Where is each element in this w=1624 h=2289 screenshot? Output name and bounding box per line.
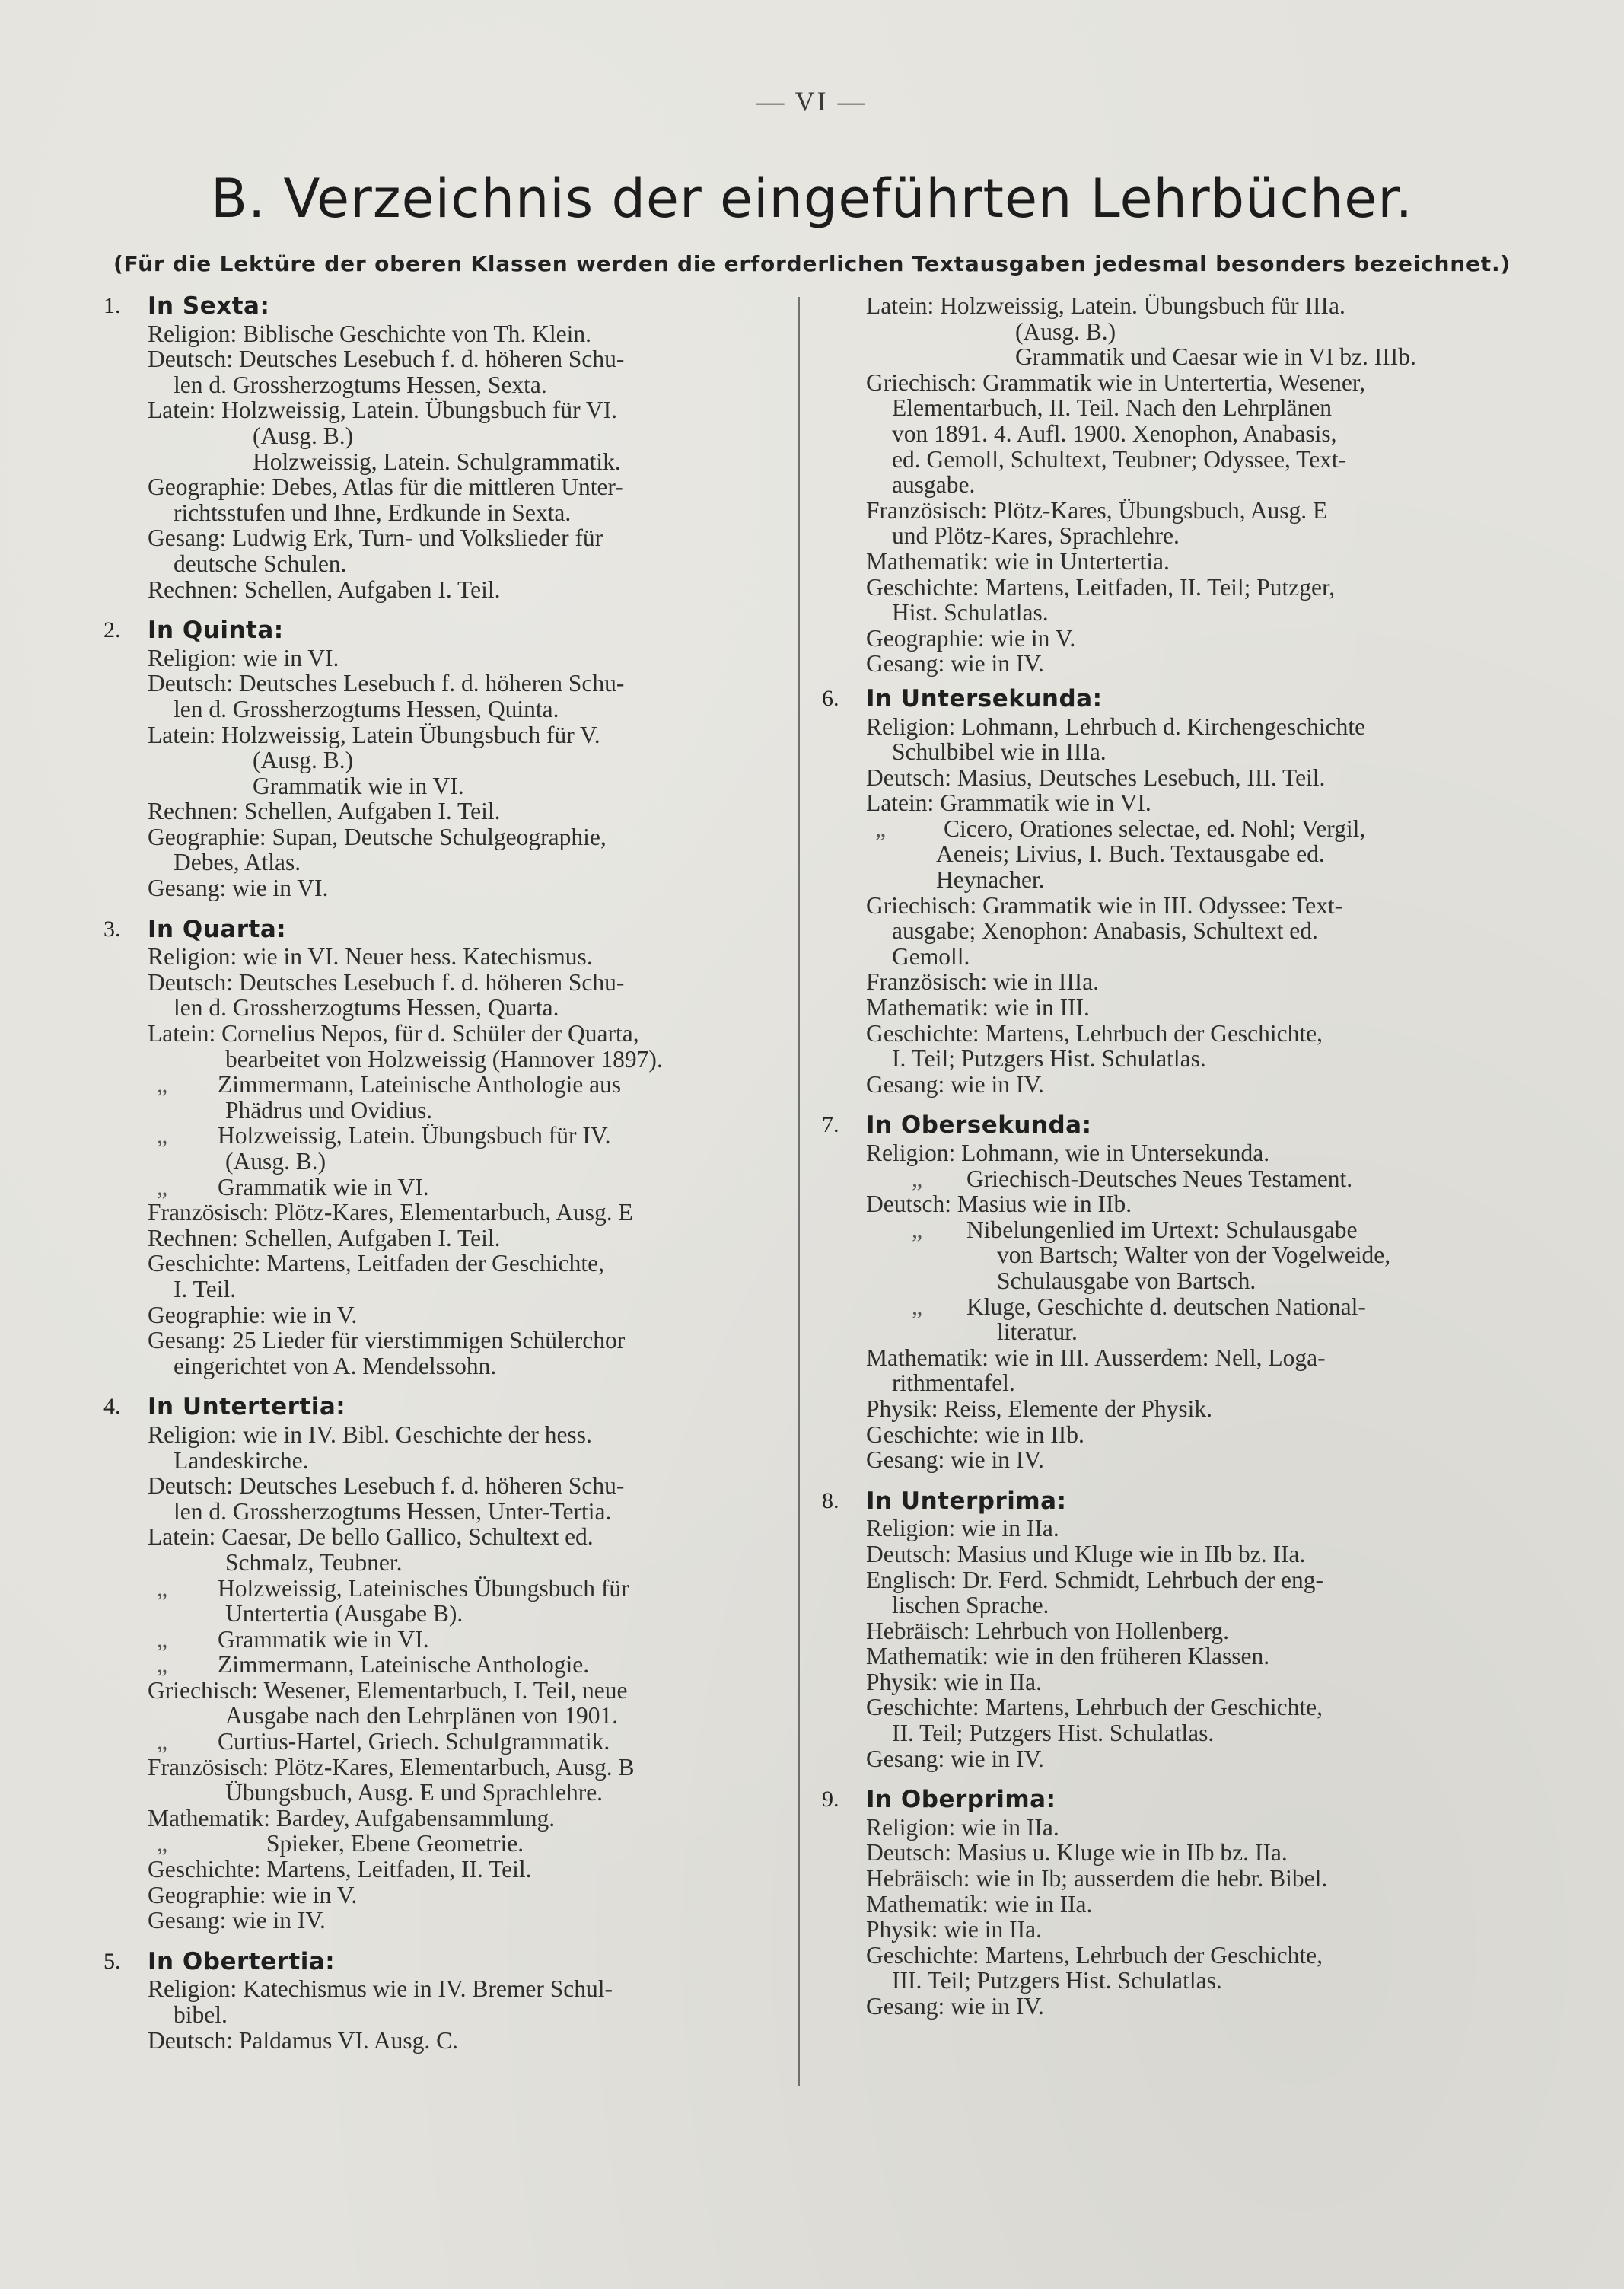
text-line: Geschichte: Martens, Lehrbuch der Geschichte,: [866, 1941, 1323, 1969]
text-line: len d. Grossherzogtums Hessen, Unter-Tertia.: [174, 1497, 612, 1525]
ditto-mark: „: [912, 1216, 922, 1243]
text-line: Deutsch: Deutsches Lesebuch f. d. höheren Schu-: [148, 346, 625, 373]
text-line: von 1891. 4. Aufl. 1900. Xenophon, Anabasis,: [892, 419, 1337, 447]
text-line: Hebräisch: wie in Ib; ausserdem die hebr. Bibel.: [866, 1865, 1328, 1892]
text-line: Geographie: Supan, Deutsche Schulgeographie,: [148, 823, 607, 850]
text-line: Mathematik: wie in III. Ausserdem: Nell, Loga-: [866, 1344, 1326, 1371]
text-line: Geographie: wie in V.: [148, 1881, 358, 1908]
text-line: Latein: Holzweissig, Latein. Übungsbuch für IIIa.: [866, 292, 1345, 319]
text-line: Englisch: Dr. Ferd. Schmidt, Lehrbuch der eng-: [866, 1566, 1323, 1593]
text-line: Holzweissig, Latein. Schulgrammatik.: [253, 448, 621, 475]
section-heading: [822, 1488, 1501, 1515]
text-line: Landeskirche.: [174, 1446, 309, 1474]
text-line: Heynacher.: [936, 866, 1045, 894]
text-line: Religion: wie in IIa.: [866, 1813, 1059, 1841]
section-number: 6.: [822, 685, 839, 711]
text-line: Debes, Atlas.: [174, 849, 301, 876]
text-line: Geographie: Debes, Atlas für die mittleren Unter-: [148, 473, 623, 501]
text-line: Religion: Katechismus wie in IV. Bremer Schul-: [148, 1975, 613, 2003]
ditto-mark: „: [157, 1071, 167, 1098]
text-line: Gesang: wie in IV.: [866, 1446, 1044, 1474]
text-line: Mathematik: wie in den früheren Klassen.: [866, 1643, 1270, 1670]
page-number: — VI —: [756, 86, 868, 116]
text-line: Latein: Cornelius Nepos, für d. Schüler der Quarta,: [148, 1020, 639, 1047]
text-line: Hebräisch: Lehrbuch von Hollenberg.: [866, 1617, 1230, 1644]
text-line: Zimmermann, Lateinische Anthologie.: [218, 1651, 590, 1678]
text-line: Gesang: wie in IV.: [866, 1070, 1044, 1098]
section-number: 8.: [822, 1487, 839, 1513]
text-line: ed. Gemoll, Schultext, Teubner; Odyssee, Text-: [892, 445, 1347, 473]
text-line: Nibelungenlied im Urtext: Schulausgabe: [966, 1216, 1358, 1243]
text-line: Spieker, Ebene Geometrie.: [266, 1830, 524, 1857]
section-number: 7.: [822, 1112, 839, 1138]
text-line: Griechisch: Grammatik wie in Untertertia, Wesener,: [866, 368, 1366, 396]
text-line: Griechisch-Deutsches Neues Testament.: [966, 1165, 1353, 1192]
text-line: Rechnen: Schellen, Aufgaben I. Teil.: [148, 575, 501, 603]
text-line: bibel.: [174, 2001, 228, 2028]
text-line: lischen Sprache.: [892, 1592, 1049, 1619]
section-title: In Obersekunda:: [866, 1111, 1092, 1140]
text-line: Deutsch: Deutsches Lesebuch f. d. höheren Schu-: [148, 1472, 625, 1500]
text-line: Religion: Lohmann, Lehrbuch d. Kirchengeschichte: [866, 713, 1366, 740]
text-line: Geschichte: Martens, Lehrbuch der Geschichte,: [866, 1019, 1323, 1047]
section-heading: [103, 617, 782, 644]
text-line: Religion: Biblische Geschichte von Th. Klein.: [148, 320, 591, 347]
text-line: Geographie: wie in V.: [866, 624, 1076, 652]
text-line: Grammatik und Caesar wie in VI bz. IIIb.: [1015, 343, 1416, 371]
text-line: Gesang: wie in IV.: [866, 1745, 1044, 1772]
section-title: In Untersekunda:: [866, 684, 1103, 713]
text-line: Geschichte: Martens, Leitfaden, II. Teil.: [148, 1856, 532, 1883]
text-line: Französisch: Plötz-Kares, Elementarbuch, Ausg. E: [148, 1199, 633, 1226]
text-line: Mathematik: wie in Untertertia.: [866, 547, 1170, 575]
text-line: Latein: Holzweissig, Latein. Übungsbuch für VI.: [148, 397, 618, 424]
section-obertertia: [103, 1949, 782, 2053]
text-line: literatur.: [997, 1318, 1078, 1346]
section-title: In Sexta:: [148, 292, 270, 320]
text-line: ausgabe; Xenophon: Anabasis, Schultext ed.: [892, 917, 1318, 945]
section-number: 4.: [103, 1394, 121, 1420]
text-line: I. Teil.: [174, 1275, 237, 1302]
section-untersekunda: [822, 686, 1501, 1098]
ditto-mark: „: [157, 1574, 167, 1602]
text-line: Mathematik: wie in III.: [866, 994, 1090, 1022]
text-line: eingerichtet von A. Mendelssohn.: [174, 1352, 497, 1379]
text-line: rithmentafel.: [892, 1369, 1015, 1397]
text-line: II. Teil; Putzgers Hist. Schulatlas.: [892, 1720, 1215, 1747]
text-line: ausgabe.: [892, 471, 976, 499]
text-line: Geschichte: Martens, Leitfaden der Geschichte,: [148, 1250, 604, 1277]
text-line: Gesang: wie in VI.: [148, 875, 329, 902]
section-unterprima: [822, 1488, 1501, 1772]
text-line: Gesang: wie in IV.: [866, 1993, 1044, 2020]
text-line: Französisch: wie in IIIa.: [866, 968, 1100, 996]
text-line: Geographie: wie in V.: [148, 1301, 358, 1328]
text-line: bearbeitet von Holzweissig (Hannover 1897).: [225, 1045, 663, 1073]
text-line: Deutsch: Masius u. Kluge wie in IIb bz. IIa.: [866, 1839, 1288, 1867]
section-quarta: [103, 917, 782, 1379]
text-line: Deutsch: Deutsches Lesebuch f. d. höheren Schu-: [148, 968, 625, 996]
ditto-mark: „: [157, 1625, 167, 1653]
text-line: Schulausgabe von Bartsch.: [997, 1267, 1256, 1294]
text-line: Religion: wie in IIa.: [866, 1515, 1059, 1542]
text-line: Holzweissig, Latein. Übungsbuch für IV.: [218, 1122, 611, 1149]
ditto-mark: „: [912, 1165, 922, 1192]
text-line: I. Teil; Putzgers Hist. Schulatlas.: [892, 1045, 1206, 1073]
text-line: Französisch: Plötz-Kares, Elementarbuch, Ausg. B: [148, 1753, 635, 1781]
text-line: von Bartsch; Walter von der Vogelweide,: [997, 1242, 1391, 1269]
text-line: Religion: Lohmann, wie in Untersekunda.: [866, 1140, 1270, 1166]
text-line: Gemoll.: [892, 942, 970, 970]
text-line: Deutsch: Masius und Kluge wie in IIb bz. IIa.: [866, 1540, 1306, 1567]
text-line: Cicero, Orationes selectae, ed. Nohl; Vergil,: [944, 815, 1366, 842]
text-line: Rechnen: Schellen, Aufgaben I. Teil.: [148, 798, 501, 825]
text-line: Schmalz, Teubner.: [225, 1548, 403, 1576]
text-line: Französisch: Plötz-Kares, Übungsbuch, Ausg. E: [866, 496, 1328, 524]
section-heading: [103, 1949, 782, 1975]
text-line: Untertertia (Ausgabe B).: [225, 1600, 463, 1627]
text-line: Physik: wie in IIa.: [866, 1668, 1042, 1695]
text-line: (Ausg. B.): [253, 422, 354, 449]
text-line: Gesang: 25 Lieder für vierstimmigen Schülerchor: [148, 1327, 626, 1354]
text-line: Phädrus und Ovidius.: [225, 1096, 433, 1124]
text-line: Grammatik wie in VI.: [218, 1625, 429, 1653]
section-number: 5.: [103, 1948, 121, 1974]
section-obersekunda: [822, 1112, 1501, 1472]
text-line: Deutsch: Masius, Deutsches Lesebuch, III. Teil.: [866, 764, 1326, 791]
text-line: III. Teil; Putzgers Hist. Schulatlas.: [892, 1967, 1222, 1994]
page-title: B. Verzeichnis der eingeführten Lehrbücher.: [211, 167, 1413, 230]
text-line: (Ausg. B.): [1015, 317, 1116, 345]
text-line: Zimmermann, Lateinische Anthologie aus: [218, 1071, 622, 1098]
text-line: Holzweissig, Lateinisches Übungsbuch für: [218, 1574, 629, 1602]
ditto-mark: „: [157, 1651, 167, 1678]
section-number: 1.: [103, 293, 121, 318]
text-line: Elementarbuch, II. Teil. Nach den Lehrplänen: [892, 394, 1332, 422]
text-line: Latein: Holzweissig, Latein Übungsbuch für V.: [148, 721, 600, 748]
text-line: (Ausg. B.): [225, 1148, 326, 1175]
section-number: 2.: [103, 617, 121, 643]
ditto-mark: „: [157, 1830, 167, 1857]
text-line: len d. Grossherzogtums Hessen, Quarta.: [174, 994, 559, 1022]
text-line: Ausgabe nach den Lehrplänen von 1901.: [225, 1702, 619, 1730]
section-title: In Untertertia:: [148, 1393, 346, 1421]
text-line: Geschichte: Martens, Leitfaden, II. Teil; Putzger,: [866, 573, 1336, 601]
section-title: In Quinta:: [148, 617, 284, 645]
section-oberprima: [822, 1787, 1501, 2019]
section-heading: [822, 1112, 1501, 1139]
text-line: Mathematik: wie in IIa.: [866, 1890, 1093, 1918]
section-title: In Unterprima:: [866, 1487, 1067, 1515]
text-line: (Ausg. B.): [253, 747, 354, 774]
ditto-mark: „: [157, 1173, 167, 1200]
text-line: Aeneis; Livius, I. Buch. Textausgabe ed.: [936, 840, 1325, 868]
ditto-mark: „: [157, 1728, 167, 1755]
text-line: Übungsbuch, Ausg. E und Sprachlehre.: [225, 1779, 603, 1806]
text-line: Griechisch: Grammatik wie in III. Odyssee: Text-: [866, 891, 1343, 919]
ditto-mark: „: [912, 1293, 922, 1320]
text-line: Grammatik wie in VI.: [218, 1173, 429, 1200]
column-divider: [798, 297, 800, 2086]
text-line: Geschichte: wie in IIb.: [866, 1420, 1084, 1448]
section-heading: [103, 1394, 782, 1420]
section-heading: [103, 293, 782, 320]
section-quinta: [103, 617, 782, 901]
text-line: len d. Grossherzogtums Hessen, Quinta.: [174, 695, 559, 722]
text-line: len d. Grossherzogtums Hessen, Sexta.: [174, 371, 547, 398]
text-line: Physik: Reiss, Elemente der Physik.: [866, 1395, 1212, 1422]
text-line: deutsche Schulen.: [174, 550, 347, 577]
text-line: Schulbibel wie in IIIa.: [892, 738, 1107, 766]
section-sexta: [103, 293, 782, 602]
text-line: Religion: wie in VI. Neuer hess. Katechismus.: [148, 943, 593, 971]
text-line: Religion: wie in IV. Bibl. Geschichte der hess.: [148, 1420, 592, 1448]
text-line: Deutsch: Paldamus VI. Ausg. C.: [148, 2026, 459, 2054]
text-line: und Plötz-Kares, Sprachlehre.: [892, 522, 1180, 550]
section-title: In Oberprima:: [866, 1786, 1056, 1814]
text-line: richtsstufen und Ihne, Erdkunde in Sexta.: [174, 499, 572, 526]
text-line: Mathematik: Bardey, Aufgabensammlung.: [148, 1804, 556, 1832]
text-line: Religion: wie in VI.: [148, 644, 339, 671]
text-line: Gesang: wie in IV.: [148, 1907, 326, 1934]
text-line: Geschichte: Martens, Lehrbuch der Geschichte,: [866, 1694, 1323, 1721]
text-line: Griechisch: Wesener, Elementarbuch, I. Teil, neue: [148, 1676, 628, 1704]
section-heading: [822, 1787, 1501, 1813]
text-line: Curtius-Hartel, Griech. Schulgrammatik.: [218, 1728, 610, 1755]
right-column: [822, 293, 1501, 2035]
ditto-mark: „: [157, 1122, 167, 1149]
section-number: 9.: [822, 1787, 839, 1812]
text-line: Grammatik wie in VI.: [253, 772, 464, 799]
section-title: In Obertertia:: [148, 1947, 336, 1975]
page-subtitle: (Für die Lektüre der oberen Klassen werden die erforderlichen Textausgaben jedesmal besonders bezeichnet.): [113, 251, 1511, 276]
section-heading: [103, 917, 782, 943]
section-heading: [822, 686, 1501, 713]
section-title: In Quarta:: [148, 915, 287, 943]
section-number: 3.: [103, 916, 121, 942]
text-line: Physik: wie in IIa.: [866, 1916, 1042, 1943]
text-line: Latein: Caesar, De bello Gallico, Schultext ed.: [148, 1523, 594, 1551]
text-line: Kluge, Geschichte d. deutschen National-: [966, 1293, 1366, 1320]
text-line: Gesang: wie in IV.: [866, 650, 1044, 677]
text-line: Gesang: Ludwig Erk, Turn- und Volkslieder für: [148, 524, 603, 552]
text-line: Hist. Schulatlas.: [892, 599, 1049, 626]
section-untertertia: [103, 1394, 782, 1933]
text-line: Latein: Grammatik wie in VI.: [866, 789, 1151, 817]
left-column: [103, 293, 782, 2068]
section-obertertia-continued: [822, 293, 1501, 677]
text-line: Rechnen: Schellen, Aufgaben I. Teil.: [148, 1224, 501, 1251]
text-line: Deutsch: Masius wie in IIb.: [866, 1191, 1132, 1218]
ditto-mark: „: [875, 815, 886, 842]
text-line: Deutsch: Deutsches Lesebuch f. d. höheren Schu-: [148, 670, 625, 697]
